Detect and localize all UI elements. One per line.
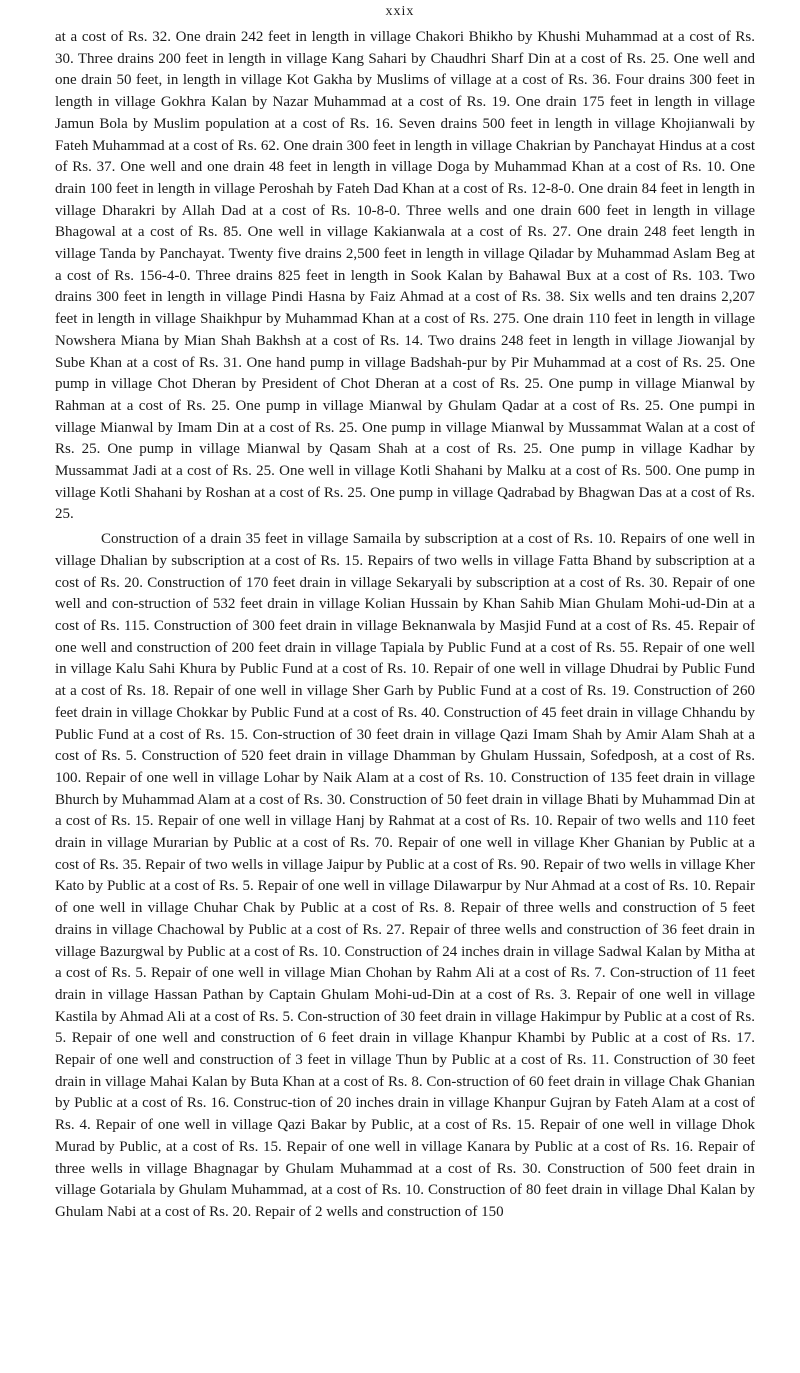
- page-number: xxix: [385, 4, 415, 19]
- paragraph-2: Construction of a drain 35 feet in village Samaila by subscription at a cost of Rs. 10. Repairs of one well in village Dhalian by subscription at a cost of Rs. 15. Repairs of two wells in village Fatta Bhand by subscription at a cost of Rs. 20. Construction of 170 feet drain in village Sekaryali by subscription at a cost of Rs. 30. Repair of one well and con-struction of 532 feet drain in village Kolian Hussain by Khan Sahib Mian Ghulam Mohi-ud-Din at a cost of Rs. 115. Construction of 300 feet drain in village Beknanwala by Masjid Fund at a cost of Rs. 45. Repair of one well and construction of 200 feet drain in village Tapiala by Public Fund at a cost of Rs. 55. Repair of one well in village Kalu Sahi Khura by Public Fund at a cost of Rs. 10. Repair of one well in village Dhudrai by Public Fund at a cost of Rs. 18. Repair of one well in village Sher Garh by Public Fund at a cost of Rs. 19. Construction of 260 feet drain in village Chokkar by Public Fund at a cost of Rs. 40. Construction of 45 feet drain in village Chhandu by Public Fund at a cost of Rs. 15. Con-struction of 30 feet drain in village Qazi Imam Shah by Amir Alam Shah at a cost of Rs. 5. Construction of 520 feet drain in village Dhamman by Ghulam Hussain, Sofedposh, at a cost of Rs. 100. Repair of one well in village Lohar by Naik Alam at a cost of Rs. 10. Construction of 135 feet drain in village Bhurch by Muhammad Alam at a cost of Rs. 30. Construction of 50 feet drain in village Bhati by Muhammad Din at a cost of Rs. 15. Repair of one well in village Hanj by Rahmat at a cost of Rs. 10. Repair of two wells and 110 feet drain in village Murarian by Public at a cost of Rs. 70. Repair of one well in village Kher Ghanian by Public at a cost of Rs. 35. Repair of two wells in village Jaipur by Public at a cost of Rs. 90. Repair of two wells in village Kher Kato by Public at a cost of Rs. 5. Repair of one well in village Dilawarpur by Nur Ahmad at a cost of Rs. 10. Repair of one well in village Chuhar Chak by Public at a cost of Rs. 8. Repair of three wells and construction of 5 feet drains in village Chachowal by Public at a cost of Rs. 27. Repair of three wells and construction of 36 feet drain in village Bazurgwal by Public at a cost of Rs. 10. Construction of 24 inches drain in village Sadwal Kalan by Mitha at a cost of Rs. 5. Repair of one well in village Mian Chohan by Rahm Ali at a cost of Rs. 7. Con-struction of 11 feet drain in village Hassan Pathan by Captain Ghulam Mohi-ud-Din at a cost of Rs. 3. Repair of one well in village Kastila by Ahmad Ali at a cost of Rs. 5. Con-struction of 30 feet drain in village Hakimpur by Public at a cost of Rs. 5. Repair of one well and construction of 6 feet drain in village Khanpur Khambi by Public at a cost of Rs. 17. Repair of one well and construction of 3 feet in village Thun by Public at a cost of Rs. 11. Construction of 30 feet drain in village Mahai Kalan by Buta Khan at a cost of Rs. 8. Con-struction of 60 feet drain in village Chak Ghanian by Public at a cost of Rs. 16. Construc-tion of 20 inches drain in village Khanpur Gujran by Fateh Alam at a cost of Rs. 4. Repair of one well in village Qazi Bakar by Public, at a cost of Rs. 15. Repair of one well in village Dhok Murad by Public, at a cost of Rs. 15. Repair of one well in village Kanara by Public at a cost of Rs. 16. Repair of three wells in village Bhagnagar by Ghulam Muhammad at a cost of Rs. 30. Construction of 500 feet drain in village Gotariala by Ghulam Muhammad, at a cost of Rs. 10. Construction of 80 feet drain in village Dhal Kalan by Ghulam Nabi at a cost of Rs. 20. Repair of 2 wells and construction of 150: [55, 531, 755, 1220]
- body-text: [55, 27, 755, 1224]
- paragraph-1: at a cost of Rs. 32. One drain 242 feet in length in village Chakori Bhikho by Khushi Muhammad at a cost of Rs. 30. Three drains 200 feet in length in village Kang Sahari by Chaudhri Sharf Din at a cost of Rs. 25. One well and one drain 50 feet, in length in village Kot Gakha by Muslims of village at a cost of Rs. 36. Four drains 300 feet in length in village Gokhra Kalan by Nazar Muhammad at a cost of Rs. 19. One drain 175 feet in length in village Jamun Bola by Muslim population at a cost of Rs. 16. Seven drains 500 feet in length in village Khojianwali by Fateh Muhammad at a cost of Rs. 62. One drain 300 feet in length in village Chakrian by Panchayat Hindus at a cost of Rs. 37. One well and one drain 48 feet in length in village Doga by Muhammad Khan at a cost of Rs. 10. One drain 100 feet in length in village Peroshah by Fateh Dad Khan at a cost of Rs. 12-8-0. One drain 84 feet in length in village Dharakri by Allah Dad at a cost of Rs. 10-8-0. Three wells and one drain 600 feet in length in village Bhagowal at a cost of Rs. 85. One well in village Kakianwala at a cost of Rs. 27. One drain 248 feet length in village Tanda by Panchayat. Twenty five drains 2,500 feet in length in village Qiladar by Muhammad Aslam Beg at a cost of Rs. 156-4-0. Three drains 825 feet in length in Sook Kalan by Bahawal Bux at a cost of Rs. 103. Two drains 300 feet in length in village Pindi Hasna by Faiz Ahmad at a cost of Rs. 38. Six wells and ten drains 2,207 feet in length in village Shaikhpur by Muhammad Khan at a cost of Rs. 275. One drain 110 feet in length in village Nowshera Miana by Mian Shah Bakhsh at a cost of Rs. 14. Two drains 248 feet in length in village Jiowanjal by Sube Khan at a cost of Rs. 31. One hand pump in village Badshah-pur by Pir Muhammad at a cost of Rs. 25. One pump in village Chot Dheran by President of Chot Dheran at a cost of Rs. 25. One pump in village Mianwal by Rahman at a cost of Rs. 25. One pump in village Mianwal by Ghulam Qadar at a cost of Rs. 25. One pumpi in village Mianwal by Imam Din at a cost of Rs. 25. One pump in village Mianwal by Mussammat Walan at a cost of Rs. 25. One pump in village Mianwal by Qasam Shah at a cost of Rs. 25. One pump in village Kadhar by Mussammat Jadi at a cost of Rs. 25. One well in village Kotli Shahani by Malku at a cost of Rs. 500. One pump in village Kotli Shahani by Roshan at a cost of Rs. 25. One pump in village Qadrabad by Bhagwan Das at a cost of Rs. 25.: [55, 29, 755, 523]
